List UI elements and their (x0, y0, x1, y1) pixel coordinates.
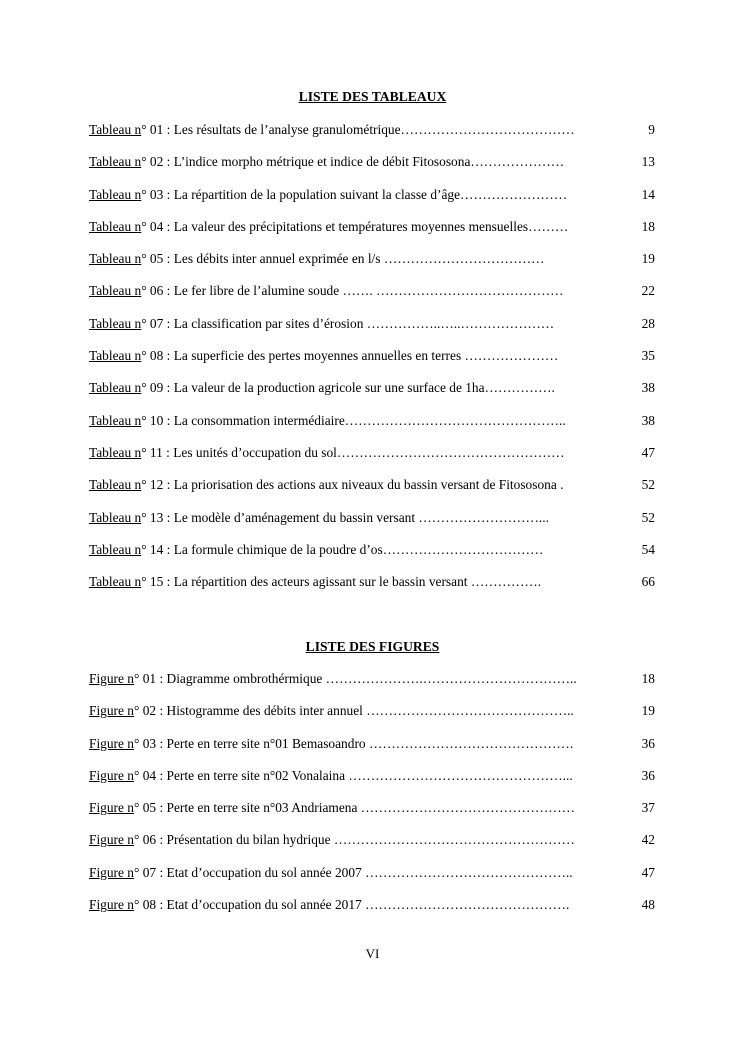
table-entry[interactable] (89, 511, 655, 543)
figure-entry[interactable] (89, 737, 655, 769)
table-entry-page-number: 28 (641, 315, 655, 331)
table-entry[interactable] (89, 284, 655, 316)
figure-entry-page-number: 48 (641, 897, 655, 913)
table-entry-title (89, 284, 564, 298)
table-entry-label: Tableau n (89, 349, 142, 364)
page-number: VI (365, 946, 380, 961)
table-entry-title (89, 414, 566, 428)
table-entry[interactable] (89, 543, 655, 575)
table-entry[interactable] (89, 155, 655, 187)
figure-entry-caption: ° 05 : Perte en terre site n°03 Andriamena ………………………………………… (134, 801, 576, 816)
table-entry-label: Tableau n (89, 123, 142, 137)
figure-entry[interactable] (89, 898, 655, 930)
table-entry-caption: ° 03 : La répartition de la population suivant la classe d’âge…………………… (141, 187, 568, 202)
table-entry[interactable] (89, 446, 655, 478)
figure-entry-caption: ° 01 : Diagramme ombrothérmique ………………….…………………………….. (134, 672, 577, 686)
table-entry[interactable] (89, 349, 655, 381)
table-entry-label: Tableau n (89, 445, 142, 460)
table-entry-label: Tableau n (89, 155, 142, 170)
table-entry-title (89, 381, 555, 395)
table-entry-label: Tableau n (89, 510, 142, 525)
figure-entry[interactable] (89, 833, 655, 865)
table-entry-title (89, 575, 541, 589)
figure-entry[interactable] (89, 672, 655, 704)
figure-entry-title (89, 801, 575, 815)
figure-entry-page-number: 18 (641, 671, 655, 686)
table-entry-title (89, 155, 564, 169)
table-entry-title (89, 252, 545, 266)
table-entry-page-number: 38 (641, 380, 655, 396)
table-entry-page-number: 52 (641, 477, 655, 493)
table-entry-label: Tableau n (89, 542, 142, 557)
figure-entry[interactable] (89, 704, 655, 736)
table-entry-title (89, 446, 565, 460)
table-entry[interactable] (89, 575, 655, 607)
table-entry-caption: ° 09 : La valeur de la production agricole sur une surface de 1ha……………. (141, 381, 555, 396)
table-entry-caption: ° 01 : Les résultats de l’analyse granulométrique………………………………… (141, 123, 575, 137)
tables-list (89, 123, 655, 607)
table-entry-label: Tableau n (89, 478, 142, 493)
table-entry-page-number: 18 (641, 218, 655, 234)
table-entry-page-number: 47 (641, 444, 655, 460)
figure-entry-label: Figure n (89, 672, 135, 686)
table-entry-caption: ° 05 : Les débits inter annuel exprimée en l/s ……………………………… (141, 252, 545, 267)
figure-entry-label: Figure n (89, 833, 135, 848)
figure-entry-label: Figure n (89, 736, 135, 751)
table-entry-page-number: 13 (641, 154, 655, 170)
figure-entry-caption: ° 07 : Etat d’occupation du sol année 2007 ……………………………………….. (134, 865, 573, 880)
figure-entry-page-number: 19 (641, 703, 655, 719)
table-entry-title (89, 123, 575, 137)
figures-list-title: LISTE DES FIGURES (305, 639, 440, 654)
figures-list (89, 672, 655, 930)
table-entry-caption: ° 15 : La répartition des acteurs agissant sur le bassin versant ……………. (141, 575, 542, 590)
table-entry-page-number: 14 (641, 186, 655, 202)
figure-entry-page-number: 42 (641, 832, 655, 848)
figure-entry-label: Figure n (89, 704, 135, 719)
figure-entry-label: Figure n (89, 865, 135, 880)
figure-entry-title (89, 866, 573, 880)
figure-entry[interactable] (89, 769, 655, 801)
figure-entry-caption: ° 03 : Perte en terre site n°01 Bemasoandro ………………………………………. (134, 736, 574, 751)
figure-entry-title (89, 704, 574, 718)
table-entry-title (89, 317, 554, 331)
table-entry-page-number: 19 (641, 251, 655, 267)
table-entry[interactable] (89, 381, 655, 413)
figure-entry[interactable] (89, 801, 655, 833)
table-entry[interactable] (89, 123, 655, 155)
table-entry-label: Tableau n (89, 381, 142, 396)
table-entry-caption: ° 10 : La consommation intermédiaire………………………………………….. (141, 413, 566, 428)
table-entry-page-number: 66 (641, 574, 655, 590)
table-entry-label: Tableau n (89, 252, 142, 267)
table-entry-caption: ° 14 : La formule chimique de la poudre d’os……………………………… (141, 542, 544, 557)
figure-entry-title (89, 672, 577, 686)
table-entry[interactable] (89, 188, 655, 220)
figure-entry-title (89, 737, 573, 751)
table-entry-label: Tableau n (89, 187, 142, 202)
table-entry-caption: ° 04 : La valeur des précipitations et températures moyennes mensuelles……… (141, 219, 569, 234)
figure-entry-caption: ° 02 : Histogramme des débits inter annuel ……………………………………….. (134, 704, 574, 719)
figure-entry-page-number: 36 (641, 767, 655, 783)
figure-entry-title (89, 769, 573, 783)
figure-entry-label: Figure n (89, 768, 135, 783)
table-entry-caption: ° 08 : La superficie des pertes moyennes annuelles en terres ………………… (141, 349, 559, 364)
table-entry[interactable] (89, 414, 655, 446)
table-entry-title (89, 349, 558, 363)
figure-entry-page-number: 37 (641, 800, 655, 816)
table-entry-caption: ° 13 : Le modèle d’aménagement du bassin versant ………………………... (141, 510, 549, 525)
figure-entry-caption: ° 06 : Présentation du bilan hydrique ……………………………………………… (134, 833, 575, 848)
figure-entry-caption: ° 08 : Etat d’occupation du sol année 2017 ………………………………………. (134, 898, 570, 913)
figure-entry-label: Figure n (89, 898, 135, 913)
table-entry-caption: ° 11 : Les unités d’occupation du sol…………………………………………… (141, 445, 565, 460)
tables-list-title: LISTE DES TABLEAUX (298, 89, 447, 104)
figure-entry-page-number: 47 (641, 864, 655, 880)
table-entry-page-number: 52 (641, 509, 655, 525)
table-entry[interactable] (89, 220, 655, 252)
table-entry-label: Tableau n (89, 284, 142, 299)
table-entry-title (89, 188, 567, 202)
figure-entry-caption: ° 04 : Perte en terre site n°02 Vonalaina …………………………………………... (134, 768, 573, 783)
figure-entry-title (89, 898, 569, 912)
table-entry-caption: ° 12 : La priorisation des actions aux niveaux du bassin versant de Fitososona . (141, 478, 564, 493)
table-entry-page-number: 38 (641, 412, 655, 428)
table-entry-label: Tableau n (89, 413, 142, 428)
table-entry-page-number: 9 (648, 122, 655, 137)
table-entry-title (89, 478, 563, 492)
figure-entry-page-number: 36 (641, 735, 655, 751)
table-entry-caption: ° 06 : Le fer libre de l’alumine soude ……. …………………………………… (141, 284, 564, 299)
table-entry-page-number: 35 (641, 348, 655, 364)
table-entry-title (89, 511, 549, 525)
table-entry-title (89, 543, 543, 557)
table-entry[interactable] (89, 252, 655, 284)
table-entry[interactable] (89, 317, 655, 349)
table-entry-caption: ° 02 : L’indice morpho métrique et indice de débit Fitososona………………… (141, 155, 565, 170)
table-entry-page-number: 54 (641, 541, 655, 557)
table-entry-caption: ° 07 : La classification par sites d’érosion ……………..…..………………… (141, 316, 555, 331)
table-entry-label: Tableau n (89, 219, 142, 234)
figure-entry[interactable] (89, 866, 655, 898)
figure-entry-label: Figure n (89, 801, 135, 816)
table-entry-title (89, 220, 568, 234)
table-entry-label: Tableau n (89, 575, 142, 590)
table-entry-label: Tableau n (89, 316, 142, 331)
table-entry-page-number: 22 (641, 283, 655, 299)
figure-entry-title (89, 833, 575, 847)
table-entry[interactable] (89, 478, 655, 510)
